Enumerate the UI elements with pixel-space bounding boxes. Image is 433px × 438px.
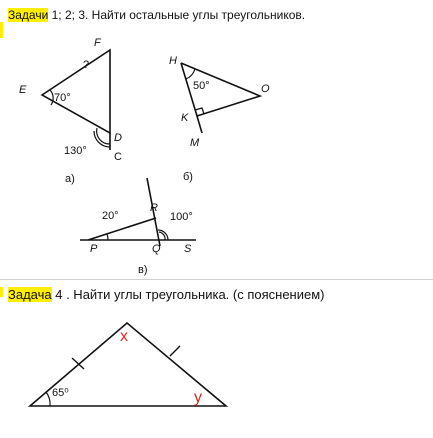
vertex-d-label: D — [114, 132, 122, 144]
angle-arc-h — [186, 69, 195, 79]
figure-b-caption: б) — [183, 171, 193, 183]
vertex-k-label: K — [181, 112, 189, 124]
vertex-q-label: Q — [152, 243, 161, 255]
angle-arc-e — [50, 90, 53, 105]
angle-h-label: 50° — [193, 80, 210, 92]
extension-km — [197, 116, 202, 133]
figure-a — [42, 50, 110, 150]
vertex-p-label: P — [90, 243, 98, 255]
angle-arc-p — [107, 234, 108, 240]
angle-p-label: 20° — [102, 210, 119, 222]
task-heading-2-text: 4 . Найти углы треугольника. (с пояснением) — [51, 287, 325, 302]
vertex-o-label: O — [261, 83, 270, 95]
vertex-e-label: E — [19, 84, 27, 96]
unknown-angle-label: ? — [83, 59, 90, 71]
figure-b — [181, 63, 260, 133]
vertex-h-label: H — [169, 55, 177, 67]
task-heading-1-text: 1; 2; 3. Найти остальные углы треугольников. — [48, 8, 306, 22]
vertex-f-label: F — [94, 37, 101, 49]
exterior-angle-label: 130° — [64, 145, 87, 157]
angle-x-label: x — [120, 328, 128, 345]
triangle-efd — [42, 50, 110, 133]
task-heading-1-highlight: Задачи — [8, 8, 49, 22]
figure-a-caption: а) — [65, 173, 75, 185]
vertex-m-label: M — [190, 137, 200, 149]
angle-65-label: 65⁰ — [52, 387, 69, 399]
task-heading-2-highlight: Задача — [8, 287, 52, 302]
vertex-c-label: C — [114, 151, 122, 163]
vertex-s-label: S — [184, 243, 192, 255]
segment-pr — [88, 218, 156, 240]
tick-mark-left — [72, 358, 84, 369]
angle-e-label: 70° — [54, 92, 71, 104]
exterior-angle-q-label: 100° — [170, 211, 193, 223]
tick-mark-right — [170, 346, 180, 356]
angle-arc-ext-q-1 — [159, 232, 165, 240]
figure-c-caption: в) — [138, 264, 148, 276]
vertex-r-label: R — [150, 202, 158, 214]
angle-y-label: y — [194, 389, 202, 406]
angle-arc-left — [46, 392, 50, 406]
